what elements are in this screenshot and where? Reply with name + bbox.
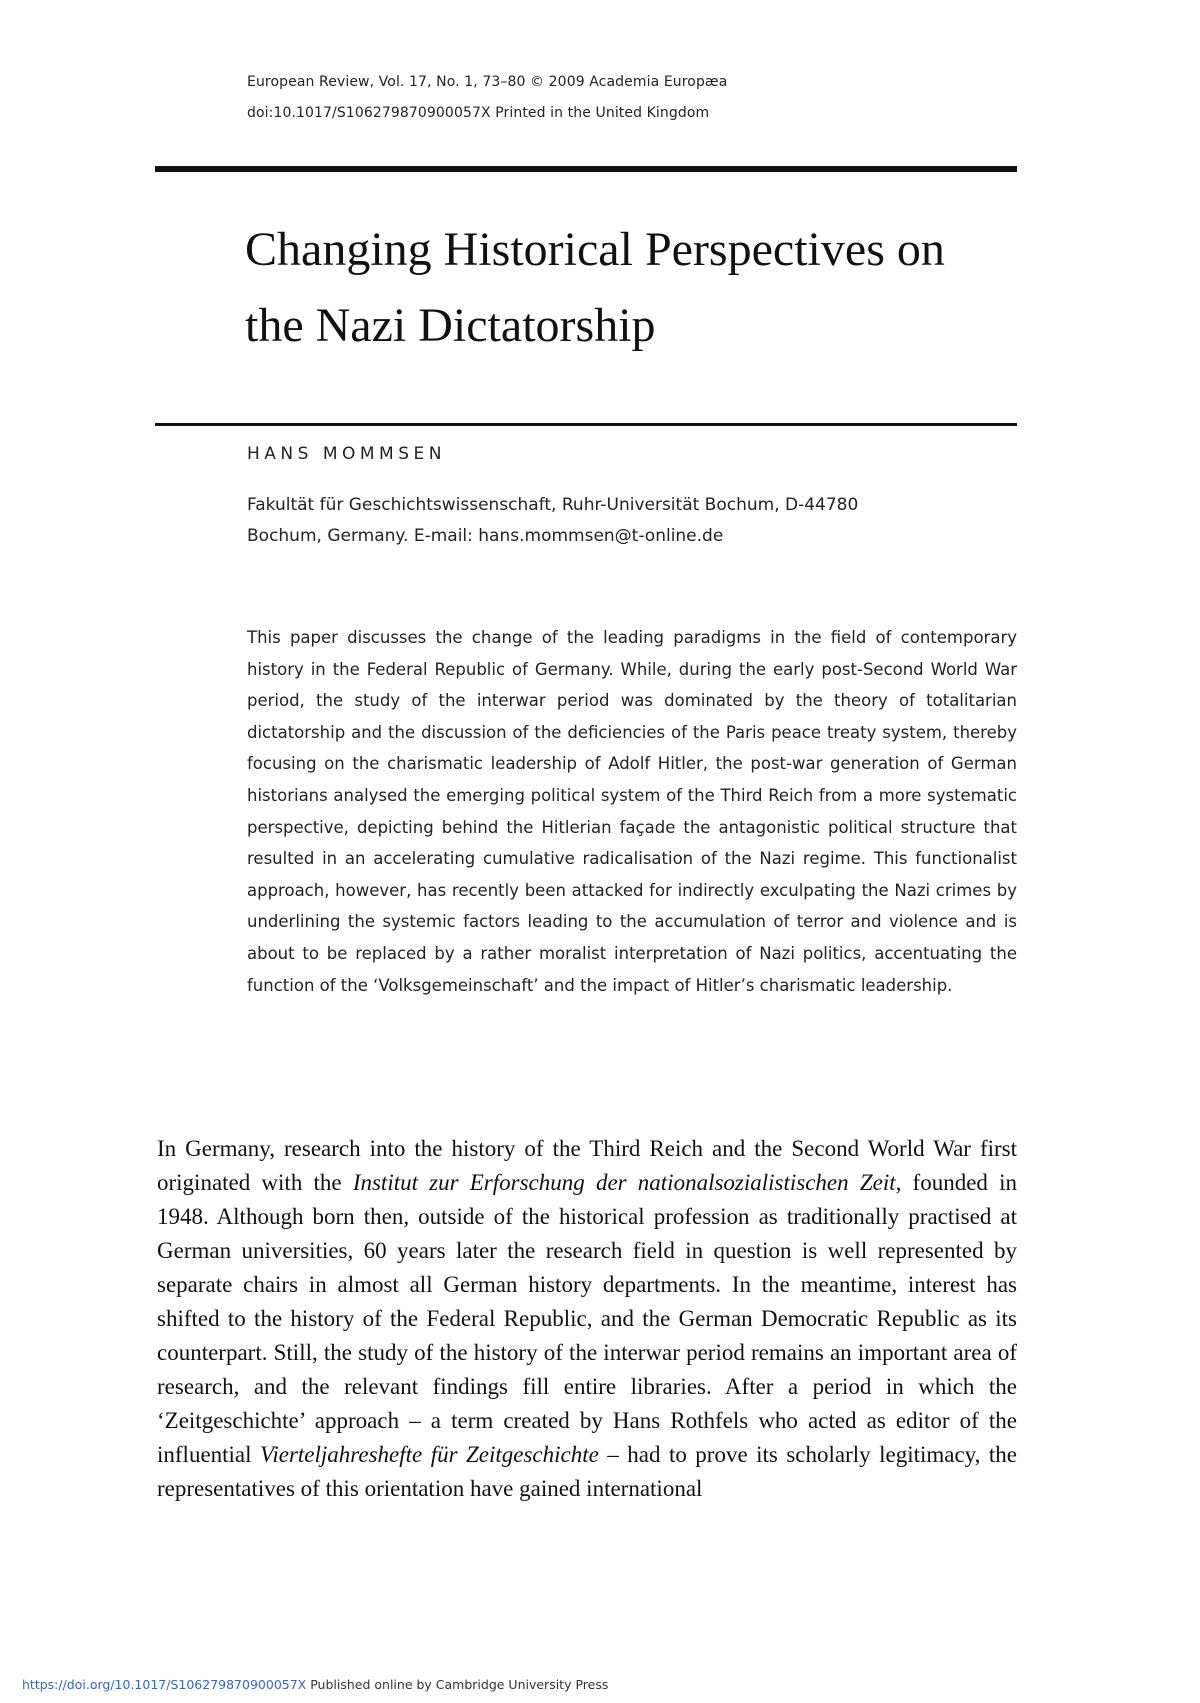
title-line-1: Changing Historical Perspectives on bbox=[245, 223, 945, 276]
footer bbox=[22, 1677, 608, 1692]
author-affiliation bbox=[247, 490, 1027, 552]
body-text-part-3: – had to prove its scholarly legitimacy, the representatives of this orientation have gained international bbox=[157, 1442, 1017, 1501]
journal-citation: European Review, Vol. 17, No. 1, 73–80 © 2009 Academia Europæa bbox=[247, 74, 728, 90]
body-text-part-2: founded in 1948. Although born then, outside of the historical profession as traditionally practised at German universities, 60 years later the research field in question is well represented by separate chairs in almost all German history departments. In the meantime, interest has shifted to the history of the Federal Republic, and the German Democratic Republic as its counterpart. Still, the study of the history of the interwar period remains an important area of research, and the relevant findings fill entire libraries. After a period in which the ‘Zeitgeschichte’ approach – a term created by Hans Rothfels who acted as editor of the influential bbox=[157, 1170, 1017, 1467]
body-text-part-1: In Germany, research into the history of the Third Reich and the Second World War first originated with the bbox=[157, 1136, 1017, 1195]
author-name: HANS MOMMSEN bbox=[247, 444, 446, 464]
doi-link[interactable]: https://doi.org/10.1017/S106279870900057X bbox=[22, 1677, 307, 1692]
top-rule bbox=[155, 166, 1017, 172]
title-line-2: the Nazi Dictatorship bbox=[245, 299, 656, 352]
journal-doi-line: doi:10.1017/S106279870900057X Printed in the United Kingdom bbox=[247, 105, 710, 121]
abstract: This paper discusses the change of the leading paradigms in the field of contemporary history in the Federal Republic of Germany. While, during the early post-Second World War period, the study of the interwar period was dominated by the theory of totalitarian dictatorship and the discussion of the deficiencies of the Paris peace treaty system, thereby focusing on the charismatic leadership of Adolf Hitler, the post-war generation of German historians analysed the emerging political system of the Third Reich from a more systematic perspective, depicting behind the Hitlerian façade the antagonistic political structure that resulted in an accelerating cumulative radicalisation of the Nazi regime. This functionalist approach, however, has recently been attacked for indirectly exculpating the Nazi crimes by underlining the systemic factors leading to the accumulation of terror and violence and is about to be replaced by a rather moralist interpretation of Nazi politics, accentuating the function of the ‘Volksgemeinschaft’ and the impact of Hitler’s charismatic leadership. bbox=[247, 628, 1017, 995]
body-paragraph bbox=[157, 1132, 1017, 1506]
journal-name: Vierteljahreshefte für Zeitgeschichte bbox=[260, 1442, 599, 1467]
footer-published-text: Published online by Cambridge University Press bbox=[306, 1677, 609, 1692]
paper-title bbox=[245, 212, 1025, 364]
title-rule bbox=[155, 423, 1017, 426]
affiliation-line-1: Fakultät für Geschichtswissenschaft, Ruhr-Universität Bochum, D-44780 bbox=[247, 495, 859, 515]
institute-name: Institut zur Erforschung der nationalsozialistischen Zeit, bbox=[352, 1170, 902, 1195]
affiliation-line-2: Bochum, Germany. E-mail: hans.mommsen@t-online.de bbox=[247, 526, 724, 546]
